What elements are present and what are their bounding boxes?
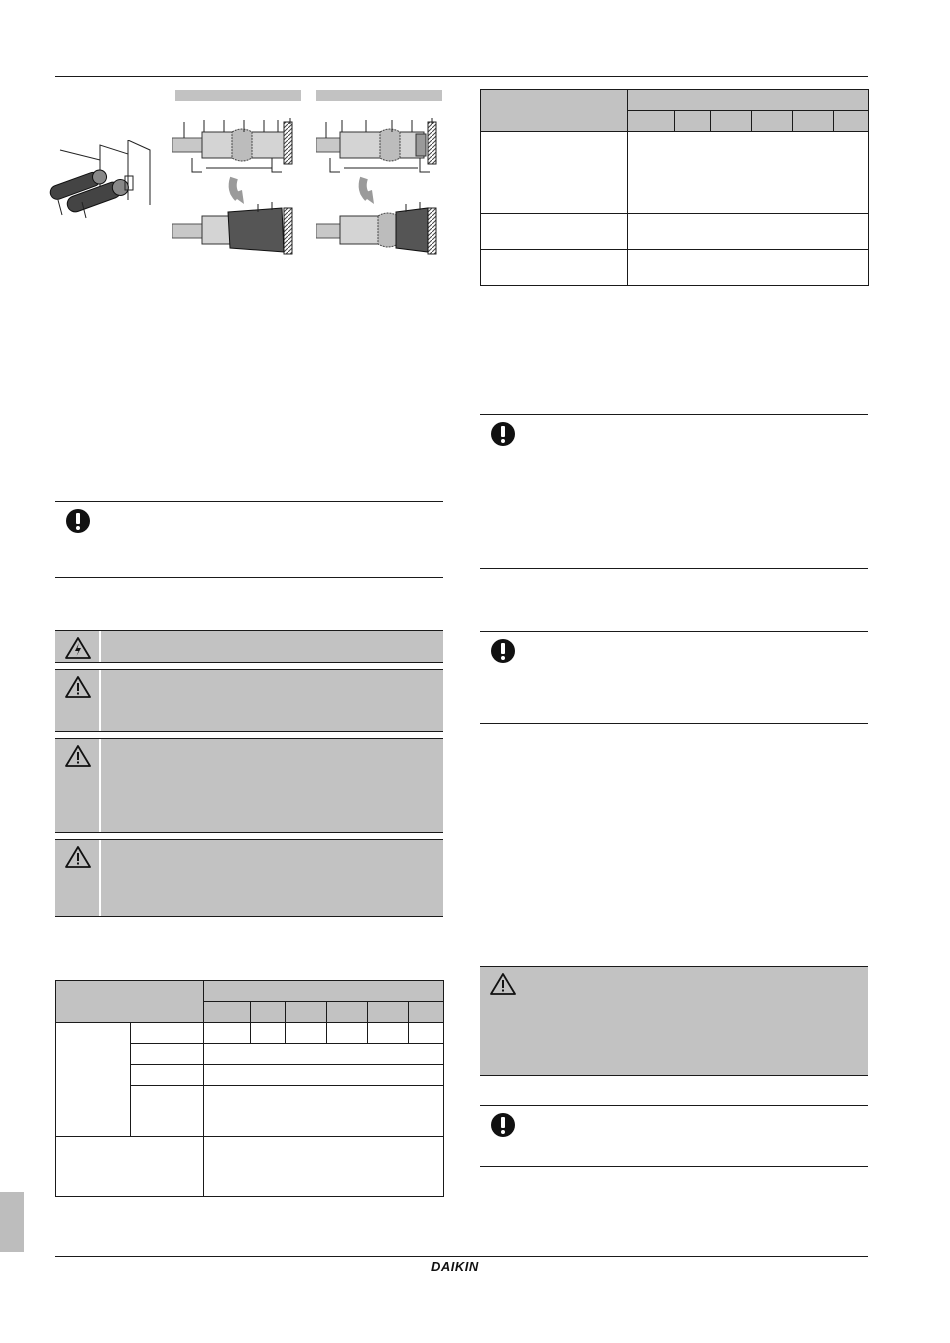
table-cell [131,1023,204,1044]
danger-electric-block [55,630,443,663]
table-header-cell [628,111,675,132]
table-cell [409,1023,444,1044]
table-cell [286,1023,327,1044]
table-header-cell [204,981,444,1002]
insulation-joint-diagram-a [172,112,304,257]
table-cell [368,1023,409,1044]
exclamation-circle-icon [490,1112,516,1138]
spec-table-right [480,89,869,286]
table-header-cell [327,1002,368,1023]
table-header-cell [409,1002,444,1023]
warning-block-right [480,966,868,1076]
table-header-cell [792,111,833,132]
table-header-cell [833,111,868,132]
warning-triangle-icon [490,973,516,995]
table-header-cell [481,90,628,132]
table-cell [327,1023,368,1044]
notice-block-right-2 [480,631,868,724]
table-cell [628,132,869,214]
notice-block-right-1 [480,414,868,569]
table-cell [204,1023,251,1044]
table-cell [131,1086,204,1137]
warning-triangle-icon [65,676,91,698]
table-header-cell [286,1002,327,1023]
table-header-cell [56,981,204,1023]
chapter-side-tab [0,1192,24,1252]
exclamation-circle-icon [490,638,516,664]
warning-block-2 [55,738,443,833]
warning-block-1 [55,669,443,732]
table-header-cell [628,90,869,111]
electric-shock-warning-icon [65,637,91,659]
table-cell [56,1137,204,1197]
table-cell [56,1023,131,1137]
table-cell [204,1044,444,1065]
table-header-cell [675,111,710,132]
table-cell [628,250,869,286]
exclamation-circle-icon [490,421,516,447]
table-cell [204,1137,444,1197]
notice-block-right-3 [480,1105,868,1167]
insulation-joint-diagram-b [316,112,444,257]
daikin-logo: DAIKIN [431,1259,479,1274]
illustration-header-bar-left [175,90,301,101]
table-cell [131,1065,204,1086]
table-header-cell [368,1002,409,1023]
table-header-cell [751,111,792,132]
spec-table-left [55,980,444,1197]
notice-block-left-1 [55,501,443,578]
table-cell [481,214,628,250]
warning-triangle-icon [65,745,91,767]
table-cell [628,214,869,250]
header-rule [55,76,868,77]
footer-rule [55,1256,868,1257]
exclamation-circle-icon [65,508,91,534]
table-cell [481,250,628,286]
table-cell [204,1086,444,1137]
table-cell [131,1044,204,1065]
table-cell [481,132,628,214]
table-header-cell [204,1002,251,1023]
warning-triangle-icon [65,846,91,868]
table-header-cell [251,1002,286,1023]
illustration-header-bar-right [316,90,442,101]
warning-block-3 [55,839,443,917]
table-header-cell [710,111,751,132]
table-cell [251,1023,286,1044]
table-cell [204,1065,444,1086]
pipe-insulation-illustration [40,140,160,220]
